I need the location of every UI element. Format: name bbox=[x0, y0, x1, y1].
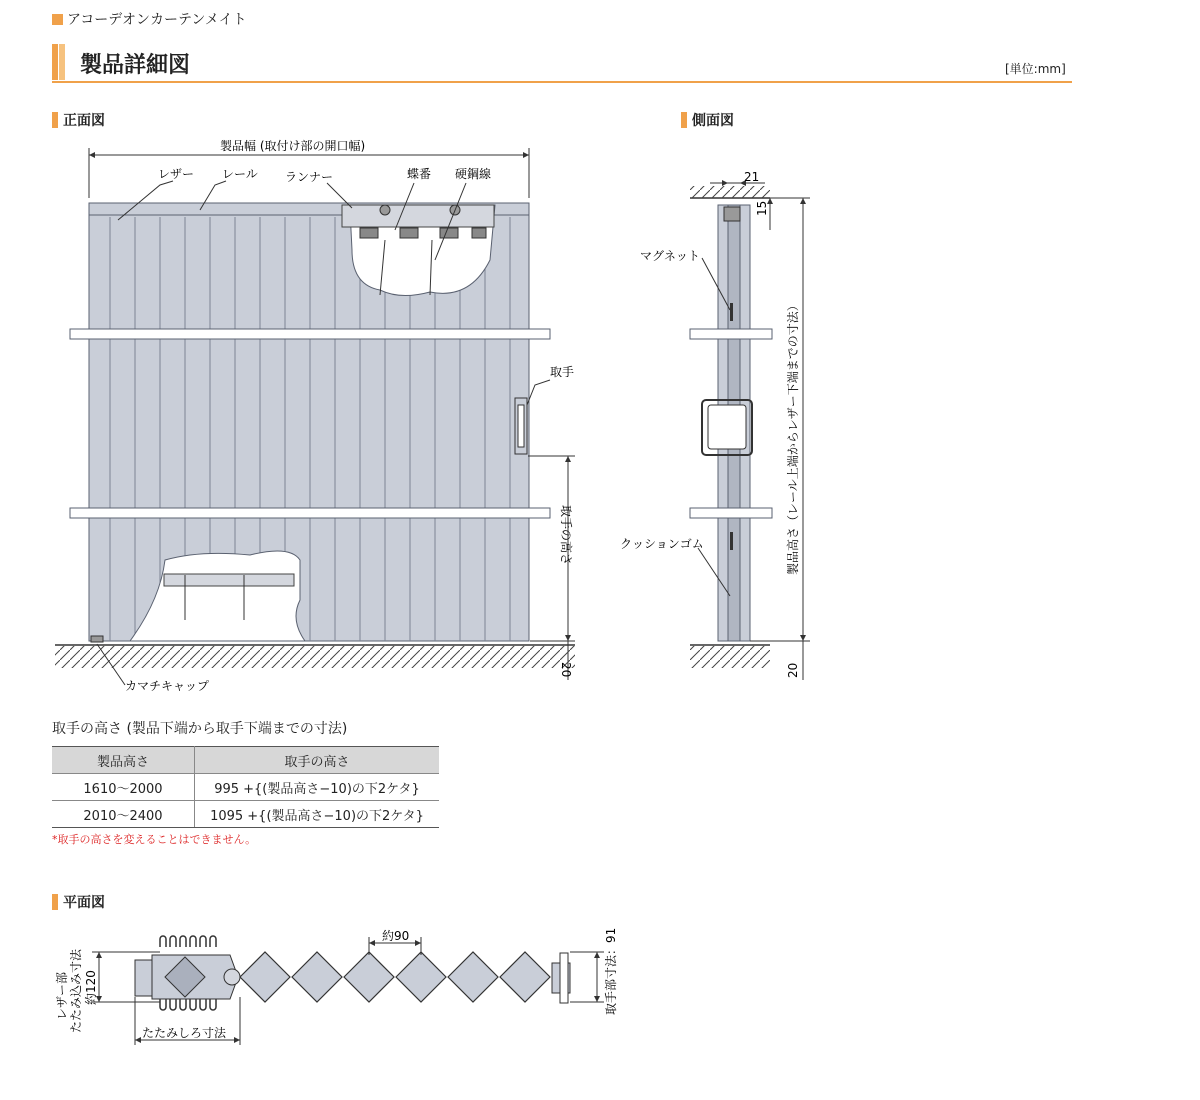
unit-label: [単位:mm] bbox=[1005, 62, 1066, 76]
section-plan-label: 平面図 bbox=[63, 895, 105, 911]
hinge-label: 蝶番 bbox=[407, 167, 432, 181]
section-plan-heading bbox=[52, 892, 105, 912]
runner-label: ランナー bbox=[285, 170, 334, 184]
cap-label: カマチキャップ bbox=[125, 679, 210, 693]
side-view-diagram bbox=[620, 0, 840, 700]
table-row bbox=[52, 801, 439, 828]
rail-label: レール bbox=[222, 167, 258, 181]
side-floor-dim-label: 20 bbox=[786, 662, 800, 678]
table-cell: 1095 +{(製品高さ−10)の下2ケタ} bbox=[195, 801, 440, 828]
table-header-row bbox=[52, 747, 439, 774]
table-header: 製品高さ bbox=[52, 747, 195, 774]
floor-dim-label: 20 bbox=[559, 662, 573, 678]
table-cell: 1610～2000 bbox=[52, 774, 195, 801]
table-note: *取手の高さを変えることはできません。 bbox=[52, 833, 257, 846]
table-cell: 2010～2400 bbox=[52, 801, 195, 828]
table-row bbox=[52, 774, 439, 801]
page-title: 製品詳細図 bbox=[80, 53, 191, 78]
fold-depth-label-2: たたみ込み寸法 bbox=[69, 948, 83, 1033]
frame-dim-label: 取手部寸法：91 bbox=[604, 927, 618, 1015]
leather-label: レザー bbox=[158, 167, 195, 181]
front-view-diagram bbox=[0, 0, 640, 700]
product-height-label: 製品高さ（レール上端からレザー下端までの寸法） bbox=[786, 299, 800, 575]
section-side-label: 側面図 bbox=[692, 113, 734, 129]
h15-label: 15 bbox=[755, 200, 769, 216]
handle-height-table bbox=[52, 746, 439, 828]
width-label: 製品幅 (取付け部の開口幅) bbox=[220, 139, 366, 153]
brand-text: アコーデオンカーテンメイト bbox=[67, 12, 247, 28]
w21-label: 21 bbox=[744, 170, 760, 184]
table-caption: 取手の高さ (製品下端から取手下端までの寸法) bbox=[52, 721, 348, 737]
section-front-label: 正面図 bbox=[63, 113, 105, 129]
table-cell: 995 +{(製品高さ−10)の下2ケタ} bbox=[195, 774, 440, 801]
fold-depth-label-3: 約120 bbox=[84, 970, 98, 1005]
table-header: 取手の高さ bbox=[195, 747, 440, 774]
handle-height-label: 取手の高さ bbox=[559, 505, 573, 566]
wire-label: 硬鋼線 bbox=[455, 167, 492, 181]
magnet-label: マグネット bbox=[640, 249, 700, 263]
handle-label: 取手 bbox=[550, 365, 575, 379]
fold-width-label: たたみしろ寸法 bbox=[142, 1026, 227, 1040]
pitch-label: 約90 bbox=[382, 929, 410, 943]
fold-depth-label-1: レザー部 bbox=[55, 971, 69, 1020]
plan-view-diagram bbox=[0, 915, 640, 1055]
cushion-label: クッションゴム bbox=[620, 537, 704, 551]
